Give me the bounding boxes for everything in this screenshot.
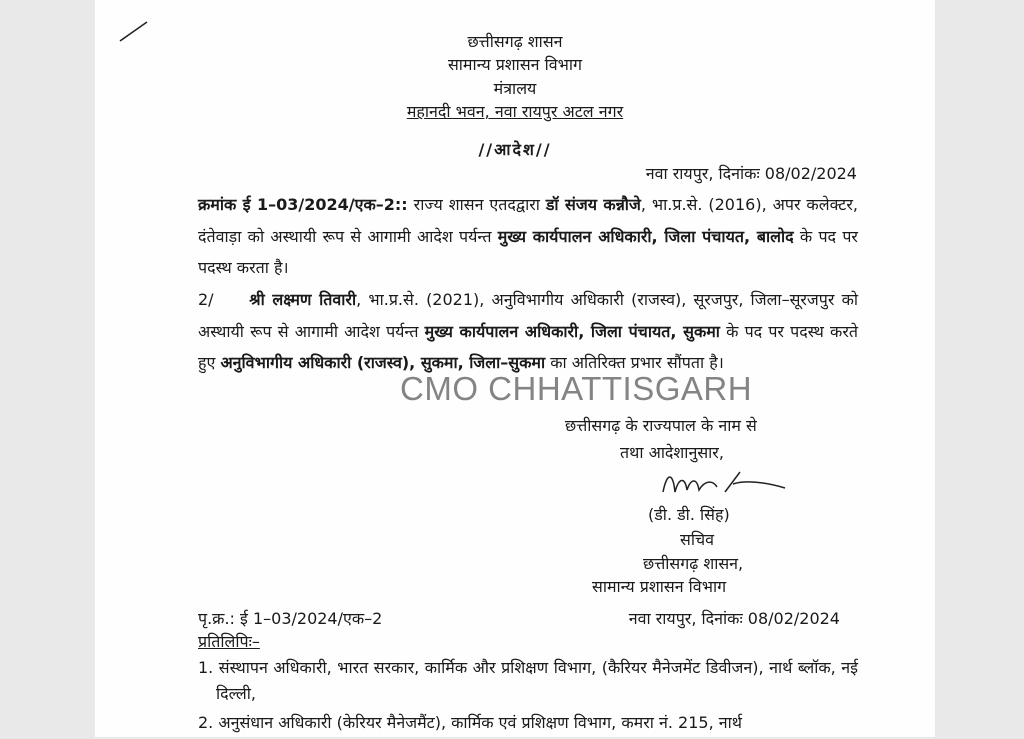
additional-post: अनुविभागीय अधिकारी (राजस्व), सुकमा, जिला–सुकमा xyxy=(220,353,546,373)
copy-list xyxy=(198,655,858,739)
text: के पद पर पदस्थ करता है। xyxy=(198,226,858,278)
sig-line-2: तथा आदेशानुसार, xyxy=(620,443,724,462)
text: राज्य शासन एतदद्वारा xyxy=(407,195,546,214)
officer-name: श्री लक्ष्मण तिवारी xyxy=(249,290,357,309)
paragraph-2 xyxy=(198,284,858,379)
post: मुख्य कार्यपालन अधिकारी, जिला पंचायत, सुकमा xyxy=(424,321,720,341)
header-line-3: मंत्रालय xyxy=(493,79,537,98)
copy-item: 1. संस्थापन अधिकारी, भारत सरकार, कार्मिक और प्रशिक्षण विभाग, (कैरियर मैनेजमेंट डिवीजन), नार्थ ब्लॉक, नई दिल्ली, xyxy=(198,658,858,703)
endorsement-date: नवा रायपुर, दिनांकः 08/02/2024 xyxy=(628,609,840,628)
document-page xyxy=(95,0,935,737)
order-title: //आदेश// xyxy=(478,140,552,159)
sig-line-1: छत्तीसगढ़ के राज्यपाल के नाम से xyxy=(565,416,757,435)
header-line-4: महानदी भवन, नवा रायपुर अटल नगर xyxy=(406,102,624,121)
text: , भा.प्र.से. (2016), अपर कलेक्टर, दंतेवाड़ा को अस्थायी रूप से आगामी आदेश पर्यन्त xyxy=(198,195,858,246)
header-line-1: छत्तीसगढ़ शासन xyxy=(467,32,563,51)
text: के पद पर पदस्थ करते हुए xyxy=(198,321,858,373)
endorsement-ref: पृ.क्र.: ई 1–03/2024/एक–2 xyxy=(198,609,383,628)
text: का अतिरिक्त प्रभार सौंपता है। xyxy=(545,353,724,373)
header-line-2: सामान्य प्रशासन विभाग xyxy=(447,55,583,74)
org-line-2: सामान्य प्रशासन विभाग xyxy=(592,577,727,596)
copy-item: 2. अनुसंधान अधिकारी (केरियर मैनेजमैंट), कार्मिक एवं प्रशिक्षण विभाग, कमरा नं. 215, नार्थ xyxy=(198,713,742,732)
org-line-1: छत्तीसगढ़ शासन, xyxy=(643,554,744,573)
designation: सचिव xyxy=(680,530,715,549)
order-ref: क्रमांक ई 1–03/2024/एक–2:: xyxy=(198,195,408,214)
watermark: CMO CHHATTISGARH xyxy=(400,370,753,407)
post: मुख्य कार्यपालन अधिकारी, जिला पंचायत, बालोद xyxy=(497,226,794,246)
para-number: 2/ xyxy=(198,290,214,309)
officer-name: डॉ संजय कन्नौजे xyxy=(545,195,641,214)
text: , भा.प्र.से. (2021), अनुविभागीय अधिकारी (राजस्व), सूरजपुर, जिला–सूरजपुर को अस्थायी रूप से आगामी आदेश पर्यन्त xyxy=(198,290,858,341)
date-line: नवा रायपुर, दिनांकः 08/02/2024 xyxy=(645,164,857,183)
paragraph-1 xyxy=(198,189,858,284)
copy-label: प्रतिलिपिः– xyxy=(198,632,260,651)
signatory-name: (डी. डी. सिंह) xyxy=(648,505,730,524)
